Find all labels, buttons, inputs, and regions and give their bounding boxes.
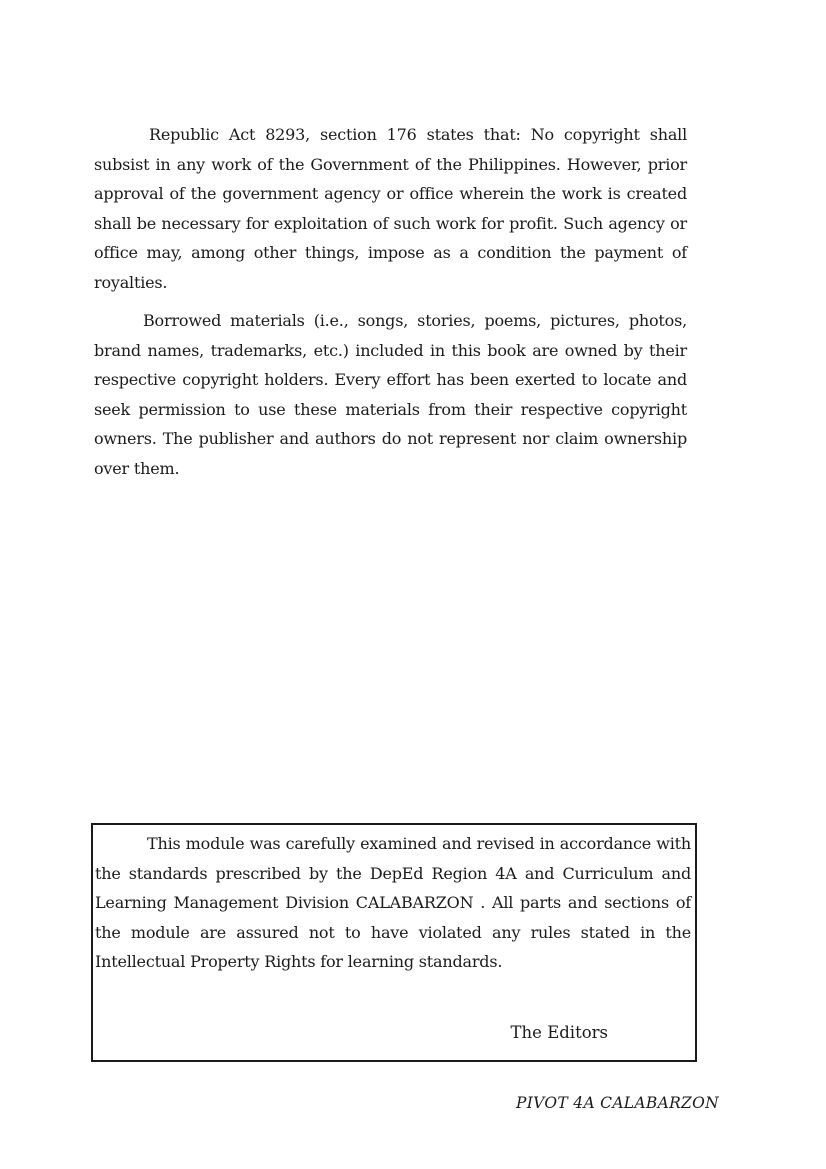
copyright-notice-paragraph: Republic Act 8293, section 176 states that: No copyright shall subsist in any work of the Government of the Philippines. However, prior approval of the government agency or office wherein the work is created shall be necessary for exploitation of such work for profit. Such agency or office may, among other things, impose as a condition the payment of royalties. [94,125,687,292]
revision-notice-box [91,823,697,1062]
footer-brand-label: PIVOT 4A CALABARZON [516,1094,719,1112]
editors-signature: The Editors [510,1022,608,1042]
body-text-block [94,120,687,483]
borrowed-materials-paragraph: Borrowed materials (i.e., songs, stories, poems, pictures, photos, brand names, trademarks, etc.) included in this book are owned by their respective copyright holders. Every effort has been exerted to locate and seek permission to use these materials from their respective copyright owners. The publisher and authors do not represent nor claim ownership over them. [94,311,687,478]
revision-notice-paragraph: This module was carefully examined and revised in accordance with the standards prescribed by the DepEd Region 4A and Curriculum and Learning Management Division CALABARZON . All parts and sections of the module are assured not to have violated any rules stated in the Intellectual Property Rights for learning standards. [95,834,691,971]
